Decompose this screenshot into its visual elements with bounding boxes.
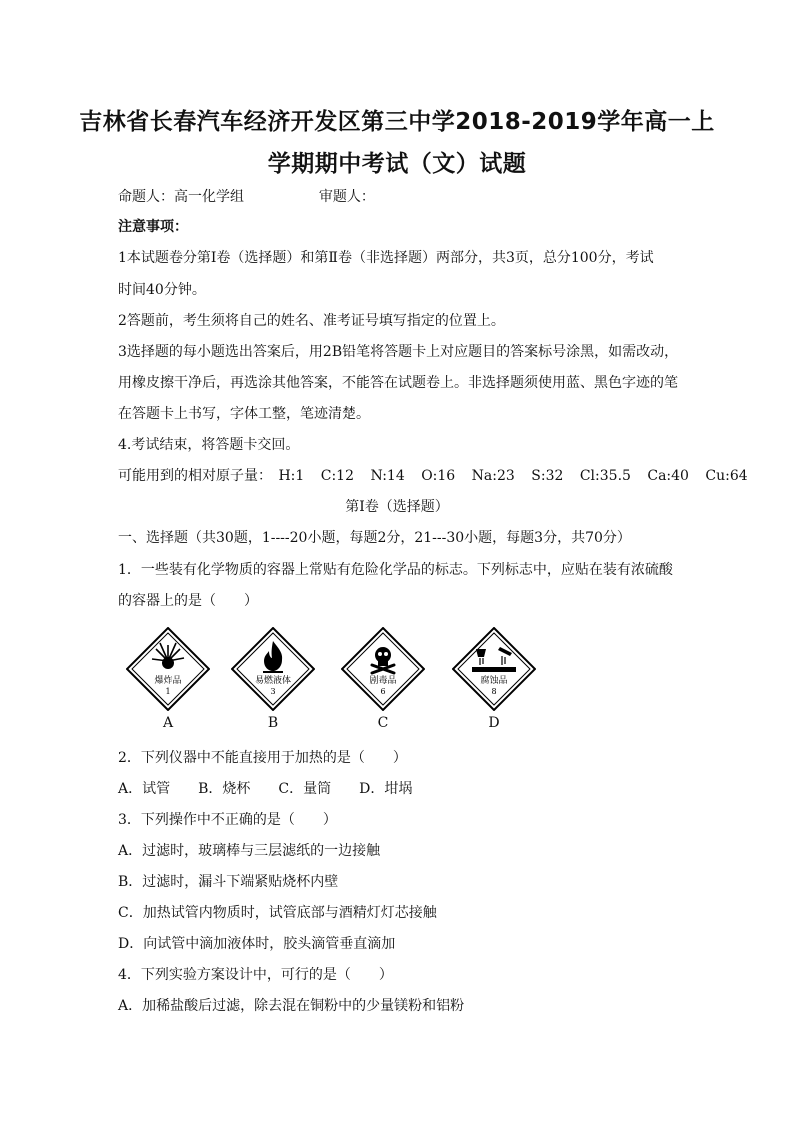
question-3-option-d: D．向试管中滴加液体时，胶头滴管垂直滴加 — [118, 936, 396, 952]
sign-a-number: 1 — [165, 687, 171, 696]
sign-c-letter: C — [377, 715, 389, 731]
question-4-option-a: A．加稀盐酸后过滤，除去混在铜粉中的少量镁粉和铝粉 — [118, 998, 465, 1014]
note-1b: 时间40分钟。 — [118, 282, 206, 298]
atomic-mass-na: Na:23 — [471, 468, 515, 484]
question-3: 3．下列操作中不正确的是（ ） — [118, 812, 337, 828]
question-3-option-b: B．过滤时，漏斗下端紧贴烧杯内壁 — [118, 874, 339, 890]
question-2-options: A．试管 B．烧杯 C．量筒 D．坩埚 — [118, 781, 413, 797]
sign-d-letter: D — [488, 715, 500, 731]
question-1-line-b: 的容器上的是（ ） — [118, 593, 258, 609]
atomic-mass-o: O:16 — [421, 468, 456, 484]
question-4: 4．下列实验方案设计中，可行的是（ ） — [118, 967, 393, 983]
sign-d-number: 8 — [491, 687, 497, 696]
atomic-mass-n: N:14 — [370, 468, 405, 484]
note-3b: 用橡皮擦干净后，再选涂其他答案，不能答在试题卷上。非选择题须使用蓝、黑色字迹的笔 — [118, 375, 678, 391]
document-title-line-1: 吉林省长春汽车经济开发区第三中学2018-2019学年高一上 — [79, 109, 715, 135]
sign-c-number: 6 — [380, 687, 386, 696]
question-3-option-c: C．加热试管内物质时，试管底部与酒精灯灯芯接触 — [118, 905, 437, 921]
sign-b-number: 3 — [270, 687, 276, 696]
author: 命题人：高一化学组 — [118, 189, 244, 205]
atomic-masses-label: 可能用到的相对原子量： — [118, 468, 272, 484]
question-2: 2．下列仪器中不能直接用于加热的是（ ） — [118, 750, 407, 766]
explosive-sign-icon — [126, 627, 210, 711]
reviewer: 审题人： — [318, 189, 375, 205]
note-1a: 1本试题卷分第Ⅰ卷（选择题）和第Ⅱ卷（非选择题）两部分，共3页，总分100分，考试 — [118, 250, 654, 266]
atomic-mass-h: H:1 — [278, 468, 305, 484]
section-1-title: 第Ⅰ卷（选择题） — [345, 499, 449, 515]
skull-sign-icon — [341, 627, 425, 711]
note-3c: 在答题卡上书写，字体工整，笔迹清楚。 — [118, 406, 370, 422]
document-title-line-2: 学期期中考试（文）试题 — [267, 151, 527, 177]
note-2: 2答题前，考生须将自己的姓名、准考证号填写指定的位置上。 — [118, 313, 505, 329]
atomic-masses-line — [118, 467, 748, 485]
atomic-mass-c: C:12 — [320, 468, 354, 484]
sign-c-label: 剧毒品 — [369, 676, 397, 686]
notes-heading: 注意事项： — [118, 219, 188, 235]
corrosive-sign-icon — [452, 627, 536, 711]
sign-b-label: 易燃液体 — [254, 676, 292, 686]
note-3a: 3选择题的每小题选出答案后，用2B铅笔将答题卡上对应题目的答案标号涂黑，如需改动， — [118, 344, 679, 360]
author-line — [118, 188, 375, 206]
atomic-mass-cl: Cl:35.5 — [579, 468, 631, 484]
sign-d-label: 腐蚀品 — [480, 676, 508, 686]
atomic-mass-ca: Ca:40 — [647, 468, 689, 484]
section-1-instructions: 一、选择题（共30题，1----20小题，每题2分，21---30小题，每题3分，共70分） — [118, 530, 631, 546]
flame-sign-icon — [231, 627, 315, 711]
sign-b-letter: B — [267, 715, 279, 731]
atomic-mass-s: S:32 — [531, 468, 564, 484]
atomic-mass-cu: Cu:64 — [705, 468, 748, 484]
sign-a-letter: A — [162, 715, 174, 731]
sign-a-label: 爆炸品 — [154, 676, 182, 686]
question-3-option-a: A．过滤时，玻璃棒与三层滤纸的一边接触 — [118, 843, 381, 859]
question-1-line-a: 1．一些装有化学物质的容器上常贴有危险化学品的标志。下列标志中，应贴在装有浓硫酸 — [118, 562, 673, 578]
note-4: 4.考试结束，将答题卡交回。 — [118, 437, 300, 453]
